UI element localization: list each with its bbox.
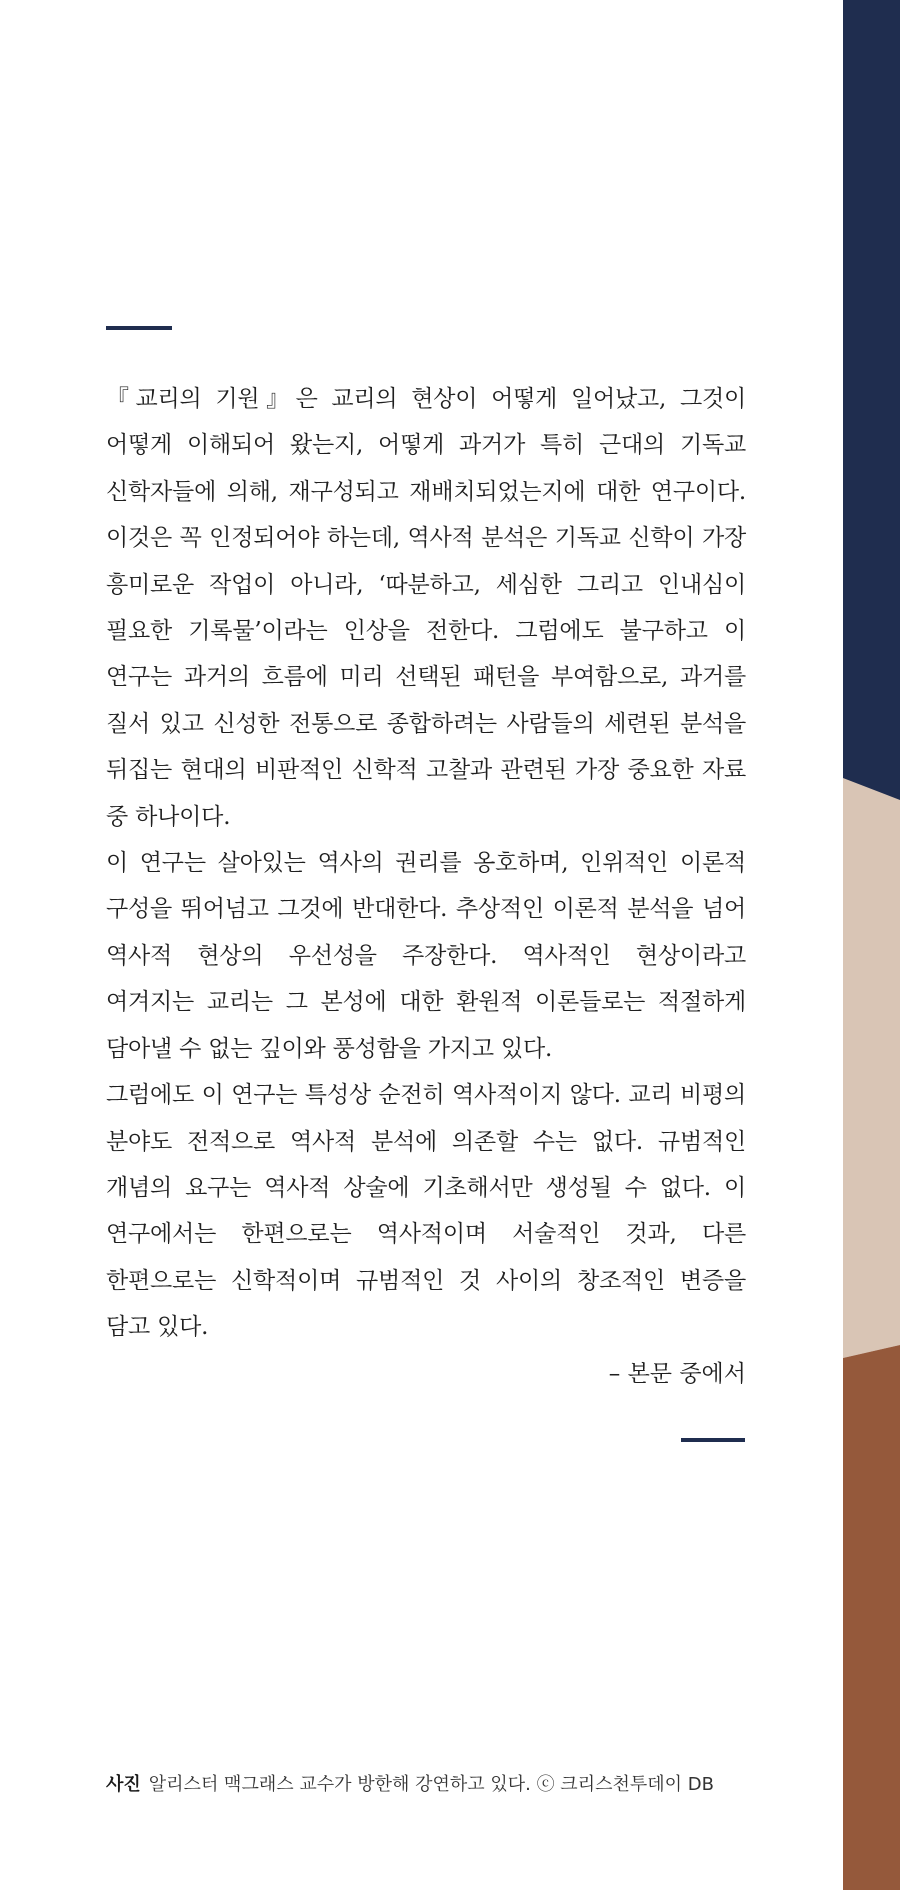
band-beige (843, 778, 900, 1358)
caption-text: 알리스터 맥그래스 교수가 방한해 강연하고 있다. ⓒ 크리스천투데이 DB (148, 1774, 714, 1795)
quote-article (106, 376, 746, 1397)
photo-caption (106, 1770, 714, 1796)
decorative-side-band (843, 0, 900, 1890)
band-brown (843, 1345, 900, 1890)
top-accent-rule (106, 326, 172, 330)
paragraph-2: 이 연구는 살아있는 역사의 권리를 옹호하며, 인위적인 이론적 구성을 뛰어넘고 그것에 반대한다. 추상적인 이론적 분석을 넘어 역사적 현상의 우선성을 주장한다. 역사적인 현상이라고 여겨지는 교리는 그 본성에 대한 환원적 이론들로는 적절하게 담아낼 수 없는 깊이와 풍성함을 가지고 있다. (106, 850, 746, 1062)
band-navy (843, 0, 900, 800)
quote-source: – 본문 중에서 (608, 1360, 746, 1387)
paragraph-3: 그럼에도 이 연구는 특성상 순전히 역사적이지 않다. 교리 비평의 분야도 전적으로 역사적 분석에 의존할 수는 없다. 규범적인 개념의 요구는 역사적 상술에 기초해서만 생성될 수 없다. 이 연구에서는 한편으로는 역사적이며 서술적인 것과, 다른 한편으로는 신학적이며 규범적인 것 사이의 창조적인 변증을 담고 있다. (106, 1082, 746, 1341)
paragraph-1: 『교리의 기원』은 교리의 현상이 어떻게 일어났고, 그것이 어떻게 이해되어 왔는지, 어떻게 과거가 특히 근대의 기독교 신학자들에 의해, 재구성되고 재배치되었는지에 대한 연구이다. 이것은 꼭 인정되어야 하는데, 역사적 분석은 기독교 신학이 가장 흥미로운 작업이 아니라, ‘따분하고, 세심한 그리고 인내심이 필요한 기록물’이라는 인상을 전한다. 그럼에도 불구하고 이 연구는 과거의 흐름에 미리 선택된 패턴을 부여함으로, 과거를 질서 있고 신성한 전통으로 종합하려는 사람들의 세련된 분석을 뒤집는 현대의 비판적인 신학적 고찰과 관련된 가장 중요한 자료 중 하나이다. (106, 386, 746, 830)
caption-label: 사진 (106, 1774, 141, 1795)
bottom-accent-rule (681, 1438, 745, 1442)
